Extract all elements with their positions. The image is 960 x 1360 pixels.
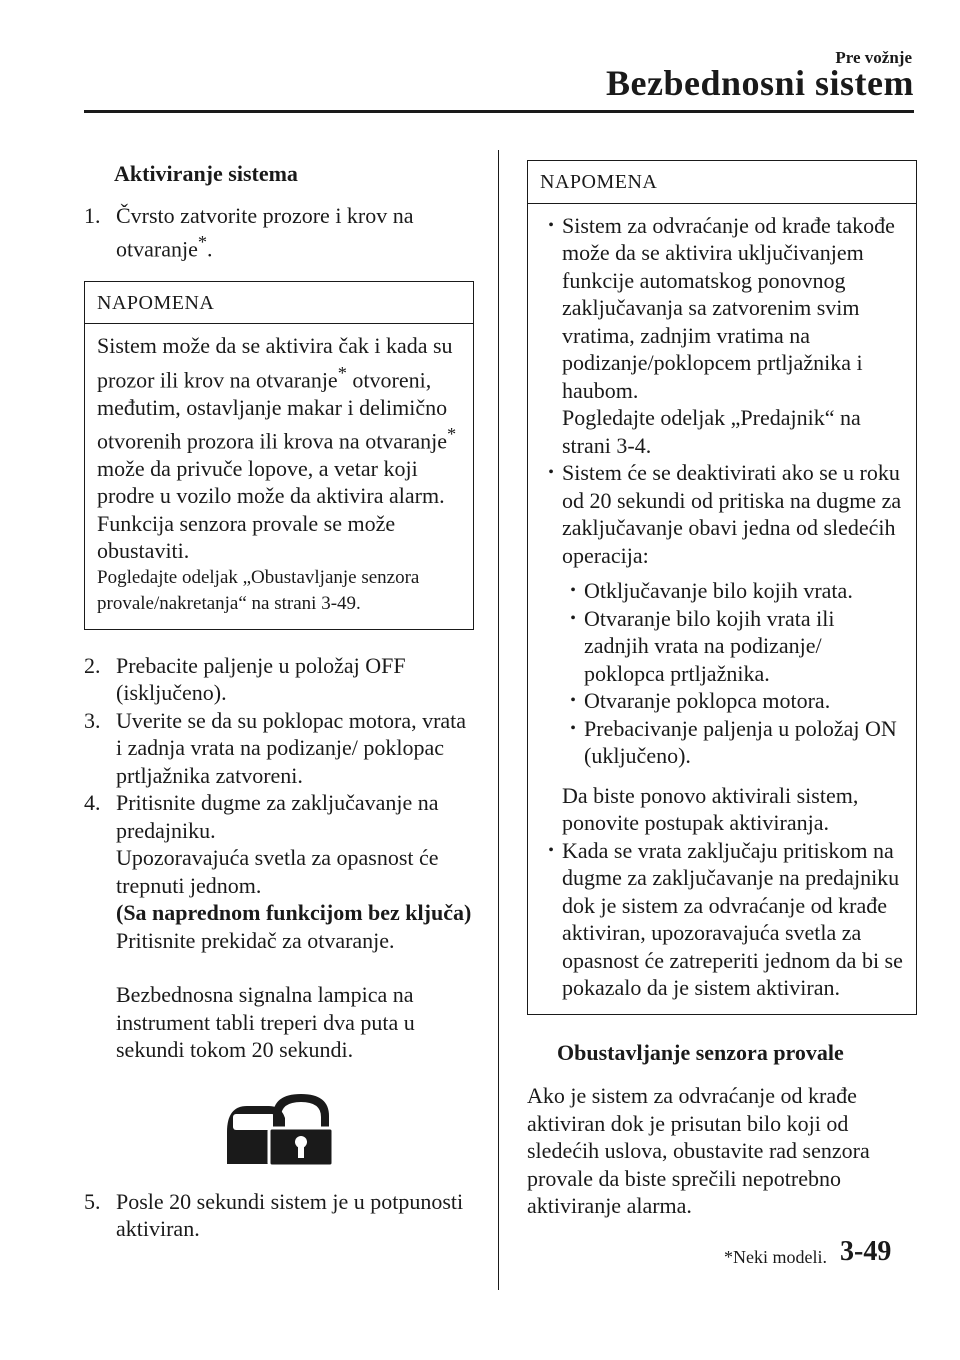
hazard-text: Upozoravajuća svetla za opasnost će trepnuti jednom. [116, 845, 439, 898]
step-number: 5. [84, 1188, 101, 1214]
step-1 [84, 202, 474, 263]
note-title: NAPOMENA [528, 161, 916, 204]
asterisk: * [447, 424, 457, 445]
cancel-heading: Obustavljanje senzora provale [557, 1039, 844, 1065]
column-divider [498, 150, 499, 1290]
step-number: 4. [84, 790, 101, 816]
sub-bullet [562, 687, 904, 715]
bullet-text: Da biste ponovo aktivirali sistem, ponovite postupak aktiviranja. [562, 782, 859, 835]
step-3 [84, 707, 474, 790]
step-2 [84, 652, 474, 707]
step-text: Prebacite paljenje u položaj OFF (isključeno). [116, 652, 406, 706]
step-end: . [207, 236, 213, 262]
step-number: 2. [84, 652, 101, 678]
note-bullet [540, 837, 904, 1002]
step-number: 3. [84, 707, 101, 733]
sub-bullet [562, 715, 904, 770]
note-title: NAPOMENA [85, 282, 473, 325]
bullet-icon [562, 577, 584, 605]
asterisk: * [337, 362, 347, 383]
step-text: Posle 20 sekundi sistem je u potpunosti aktiviran. [116, 1188, 464, 1242]
bullet-icon [540, 212, 562, 460]
indicator-text: Bezbednosna signalna lampica na instrument tabli treperi dva puta u sekundi tokom 20 sekundi. [116, 982, 415, 1063]
keyless-text: Pritisnite prekidač za otvaranje. [116, 927, 395, 953]
car-lock-icon [223, 1092, 335, 1168]
step-text: Čvrsto zatvorite prozore i krov na otvaranje [116, 202, 414, 262]
sub-bullet [562, 605, 904, 688]
note-body [528, 204, 916, 1014]
sub-bullet-text: Otvaranje poklopca motora. [584, 688, 831, 713]
sub-bullet-text: Prebacivanje paljenja u položaj ON (uključeno). [584, 715, 897, 768]
sub-bullet-text: Otvaranje bilo kojih vrata ili zadnjih vrata na podizanje/ poklopca prtljažnika. [584, 605, 835, 686]
bullet-text: Sistem će se deaktivirati ako se u roku od 20 sekundi od pritiska na dugme za zaključavanje obavi jedna od sledećih operacija: [562, 460, 902, 568]
left-column [84, 160, 474, 1243]
bullet-reference: Pogledajte odeljak „Predajnik“ na strani 3-4. [562, 405, 861, 458]
note-reference: Pogledajte odeljak „Obustavljanje senzora provale/nakretanja“ na strani 3-49. [97, 566, 420, 614]
sub-list [562, 577, 904, 770]
bullet-icon [540, 459, 562, 837]
bullet-text: Kada se vrata zaključaju pritiskom na dugme za zaključavanje na predajniku dok je sistem za odvraćanje od krađe aktiviran, upozoravajuća svetla za opasnost će zatreperiti jednom da bi se pokazalo da je sistem aktiviran. [562, 837, 903, 1000]
note-bullet [540, 459, 904, 837]
bullet-icon [562, 687, 584, 715]
step-number: 1. [84, 202, 101, 228]
note-text-1c: može da privuče lopove, a vetar koji prodre u vozilo može da aktivira alarm. [97, 455, 445, 509]
sub-bullet [562, 577, 904, 605]
step-5 [84, 1188, 474, 1243]
sub-bullet-text: Otključavanje bilo kojih vrata. [584, 578, 853, 603]
chapter-title: Bezbednosni sistem [605, 63, 914, 103]
step-4 [84, 789, 474, 1064]
step-text: Pritisnite dugme za zaključavanje na predajniku. [116, 790, 439, 843]
note-box-2 [527, 160, 917, 1015]
note-text-2: Funkcija senzora provale se može obustaviti. [97, 510, 396, 564]
keyless-heading: (Sa naprednom funkcijom bez ključa) [116, 900, 472, 926]
note-body [85, 324, 473, 629]
bullet-text: Sistem za odvraćanje od krađe takođe može da se aktivira uključivanjem funkcije automatskog ponovnog zaključavanja sa zatvorenim svim vratima, zadnjim vratima na podizanje/poklopcem prtljažnika i haubom. [562, 212, 895, 403]
right-column [527, 160, 917, 1220]
page-number: 3-49 [840, 1236, 892, 1267]
footnote: *Neki modeli. [724, 1247, 827, 1267]
note-text-1a: Sistem može da se aktivira čak i kada su prozor ili krov na otvaranje [97, 333, 453, 393]
activation-heading: Aktiviranje sistema [114, 161, 298, 186]
note-text-1b: otvoreni, međutim, ostavljanje makar i delimično otvorenih prozora ili krova na otvaranje [97, 367, 448, 454]
section-title: Pre vožnje [835, 48, 912, 67]
note-bullet [540, 212, 904, 460]
bullet-icon [562, 715, 584, 770]
note-box-1 [84, 281, 474, 630]
header-rule [84, 110, 914, 113]
bullet-icon [540, 837, 562, 1002]
asterisk: * [197, 232, 208, 252]
security-indicator [84, 1092, 474, 1168]
cancel-text: Ako je sistem za odvraćanje od krađe aktiviran dok je prisutan bilo koji od sledećih uslova, obustavite rad senzora provale da biste sprečili nepotrebno aktiviranje alarma. [527, 1083, 870, 1218]
step-text: Uverite se da su poklopac motora, vrata i zadnja vrata na podizanje/ poklopac prtljažnika zatvoreni. [116, 707, 467, 788]
bullet-icon [562, 605, 584, 688]
